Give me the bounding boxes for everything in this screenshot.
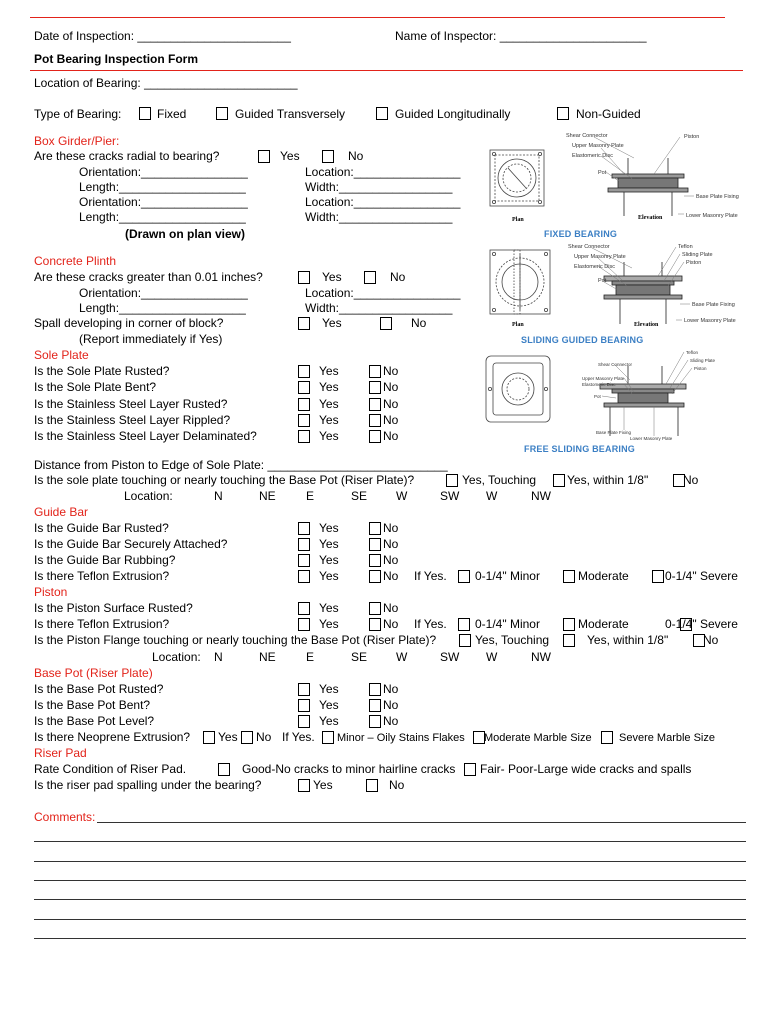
elastomeric-disc-label: Elastomeric Disc	[582, 382, 616, 387]
base-pot-yes-label: Yes	[319, 714, 339, 728]
concrete-plinth-heading: Concrete Plinth	[34, 254, 117, 268]
crack-width-yes-label: Yes	[322, 270, 342, 284]
crack-width-yes-checkbox[interactable]	[298, 271, 310, 284]
piston-severe-label: 0-1/4" Severe	[665, 617, 738, 631]
sole-plate-yes-label: Yes	[319, 380, 339, 395]
guide-bar-yes-label: Yes	[319, 521, 339, 535]
neoprene-minor-label: Minor – Oily Stains Flakes	[337, 732, 465, 744]
piston-yes-label: Yes	[319, 617, 339, 631]
piston-moderate-checkbox[interactable]	[563, 618, 575, 631]
upper-masonry-label: Upper Masonry Plate	[572, 143, 624, 149]
plan-label: Plan	[512, 322, 524, 328]
direction-option[interactable]: W	[396, 489, 408, 503]
piston-minor-label: 0-1/4" Minor	[475, 617, 540, 631]
length-field-2[interactable]: Length:___________________	[79, 210, 246, 224]
location-field-1[interactable]: Location:________________	[305, 165, 461, 179]
crack-width-question: Are these cracks greater than 0.01 inches?	[34, 270, 263, 284]
riser-spall-yes-label: Yes	[313, 778, 333, 792]
riser-spall-question: Is the riser pad spalling under the bearing?	[34, 778, 262, 792]
direction-option[interactable]: NW	[531, 489, 551, 503]
shear-connector-label: Shear Connector	[566, 133, 608, 139]
sole-plate-question: Is the Sole Plate Bent?	[34, 380, 157, 395]
base-pot-heading: Base Pot (Riser Plate)	[34, 666, 153, 680]
piston-label: Piston	[694, 366, 707, 371]
width-field-2[interactable]: Width:_________________	[305, 210, 453, 224]
lower-masonry-label: Lower Masonry Plate	[630, 436, 673, 441]
guide-bar-no-checkbox[interactable]	[369, 522, 381, 535]
riser-rate-label: Rate Condition of Riser Pad.	[34, 762, 187, 776]
crack-width-no-label: No	[390, 270, 406, 284]
comment-line[interactable]	[97, 822, 746, 823]
elevation-label: Elevation	[634, 322, 659, 328]
piston-if-yes-label: If Yes.	[414, 617, 447, 631]
base-pot-question: Is the Base Pot Rusted?	[34, 682, 164, 696]
piston-no-label: No	[383, 617, 399, 631]
base-pot-no-checkbox[interactable]	[369, 683, 381, 696]
direction-option[interactable]: N	[214, 489, 223, 503]
comment-line[interactable]	[34, 880, 746, 881]
sole-plate-yes-checkbox[interactable]	[298, 430, 310, 443]
riser-good-label: Good-No cracks to minor hairline cracks	[242, 762, 456, 776]
guide-moderate-checkbox[interactable]	[563, 570, 575, 583]
base-pot-no-label: No	[383, 714, 399, 728]
comments-label: Comments:	[34, 810, 96, 824]
sole-touching-yes-checkbox[interactable]	[446, 474, 458, 487]
sole-plate-question: Is the Stainless Steel Layer Rusted?	[34, 396, 228, 411]
sliding-guided-bearing-diagram	[484, 240, 746, 332]
non-guided-checkbox[interactable]	[557, 107, 569, 120]
sliding-plate-label: Sliding Plate	[690, 358, 716, 363]
radial-yes-label: Yes	[280, 149, 300, 163]
plan-outer-plate	[486, 356, 550, 422]
inspector-name-field[interactable]: Name of Inspector: ______________________	[395, 29, 647, 43]
riser-pad-heading: Riser Pad	[34, 746, 87, 760]
sole-touching-yes-label: Yes, Touching	[462, 473, 537, 487]
radial-yes-checkbox[interactable]	[258, 150, 270, 163]
direction-option[interactable]: SW	[440, 650, 460, 664]
sole-plate-question: Is the Sole Plate Rusted?	[34, 364, 170, 378]
riser-good-checkbox[interactable]	[218, 763, 230, 776]
neoprene-no-label: No	[256, 730, 272, 744]
guided-longitudinally-checkbox[interactable]	[376, 107, 388, 120]
guide-bar-question: Is the Guide Bar Rusted?	[34, 521, 169, 535]
piston-location-label: Location:	[152, 650, 201, 664]
radial-cracks-question: Are these cracks radial to bearing?	[34, 149, 220, 163]
location-field-2[interactable]: Location:________________	[305, 195, 461, 209]
piston-no-checkbox[interactable]	[369, 618, 381, 631]
guide-bar-question: Is there Teflon Extrusion?	[34, 569, 170, 583]
guide-bar-no-label: No	[383, 537, 399, 551]
direction-option[interactable]: W	[396, 650, 408, 664]
fixed-checkbox[interactable]	[139, 107, 151, 120]
non-guided-label: Non-Guided	[576, 107, 641, 121]
piston-question: Is the Piston Surface Rusted?	[34, 601, 193, 615]
lower-masonry-label: Lower Masonry Plate	[684, 318, 736, 324]
guide-bar-no-checkbox[interactable]	[369, 570, 381, 583]
pot-label: Pot	[598, 170, 607, 176]
comment-line[interactable]	[34, 841, 746, 842]
guide-bar-yes-label: Yes	[319, 553, 339, 567]
neoprene-if-yes-label: If Yes.	[282, 730, 315, 744]
orientation-field-1[interactable]: Orientation:________________	[79, 165, 248, 179]
guided-transversely-checkbox[interactable]	[216, 107, 228, 120]
sole-plate-yes-label: Yes	[319, 364, 339, 378]
plinth-width-field[interactable]: Width:_________________	[305, 301, 453, 315]
type-of-bearing-label: Type of Bearing:	[34, 107, 122, 121]
guide-moderate-label: Moderate	[578, 569, 629, 583]
base-pot-yes-checkbox[interactable]	[298, 715, 310, 728]
length-field-1[interactable]: Length:___________________	[79, 180, 246, 194]
guide-bar-yes-checkbox[interactable]	[298, 522, 310, 535]
sole-plate-no-label: No	[383, 396, 399, 411]
base-pot-question: Is the Base Pot Bent?	[34, 698, 151, 712]
guide-bar-question: Is the Guide Bar Securely Attached?	[34, 537, 228, 551]
base-pot-no-label: No	[383, 682, 399, 696]
spall-report-note: (Report immediately if Yes)	[79, 332, 223, 346]
direction-option[interactable]: NE	[259, 650, 276, 664]
neoprene-no-checkbox[interactable]	[241, 731, 253, 744]
flange-touching-question: Is the Piston Flange touching or nearly touching the Base Pot (Riser Plate)?	[34, 633, 437, 647]
guided-transversely-label: Guided Transversely	[235, 107, 346, 121]
base-pot-no-label: No	[383, 698, 399, 712]
guide-bar-yes-checkbox[interactable]	[298, 554, 310, 567]
sole-plate-no-checkbox[interactable]	[369, 365, 381, 378]
sliding-plate-label: Sliding Plate	[682, 252, 713, 258]
guide-bar-question: Is the Guide Bar Rubbing?	[34, 553, 176, 567]
neoprene-severe-checkbox[interactable]	[601, 731, 613, 744]
piston-no-checkbox[interactable]	[369, 602, 381, 615]
sole-plate-no-label: No	[383, 429, 399, 444]
guide-bar-heading: Guide Bar	[34, 505, 89, 519]
spall-no-label: No	[411, 316, 427, 330]
neoprene-moderate-label: Moderate Marble Size	[484, 732, 592, 744]
sole-plate-yes-checkbox[interactable]	[298, 414, 310, 427]
sole-plate-no-label: No	[383, 380, 399, 395]
riser-spall-yes-checkbox[interactable]	[298, 779, 310, 792]
neoprene-yes-checkbox[interactable]	[203, 731, 215, 744]
guide-bar-no-label: No	[383, 521, 399, 535]
direction-option[interactable]: N	[214, 650, 223, 664]
guide-minor-checkbox[interactable]	[458, 570, 470, 583]
radial-no-checkbox[interactable]	[322, 150, 334, 163]
comment-line[interactable]	[34, 919, 746, 920]
flange-touching-yes-checkbox[interactable]	[459, 634, 471, 647]
piston-minor-checkbox[interactable]	[458, 618, 470, 631]
sole-plate-no-label: No	[383, 364, 399, 378]
piston-heading: Piston	[34, 585, 68, 599]
sole-plate-question: Is the Stainless Steel Layer Rippled?	[34, 412, 231, 427]
elevation-label: Elevation	[638, 215, 663, 221]
teflon-label: Teflon	[678, 244, 693, 250]
date-of-inspection-field[interactable]: Date of Inspection: _______________________	[34, 29, 291, 43]
base-plate-fixing-label: Base Plate Fixing	[596, 430, 632, 435]
sole-plate-yes-label: Yes	[319, 396, 339, 411]
guide-severe-label: 0-1/4" Severe	[665, 569, 738, 583]
base-pot-yes-checkbox[interactable]	[298, 683, 310, 696]
flange-within-label: Yes, within 1/8"	[587, 633, 669, 647]
riser-spall-no-checkbox[interactable]	[366, 779, 378, 792]
flange-within-checkbox[interactable]	[563, 634, 575, 647]
elastomeric-disc-label: Elastomeric Disc	[574, 264, 615, 270]
spall-no-checkbox[interactable]	[380, 317, 392, 330]
sole-plate-no-checkbox[interactable]	[369, 430, 381, 443]
sole-plate-yes-checkbox[interactable]	[298, 381, 310, 394]
sole-plate-yes-label: Yes	[319, 412, 339, 427]
guide-bar-no-checkbox[interactable]	[369, 554, 381, 567]
sole-plate-heading: Sole Plate	[34, 348, 89, 362]
direction-option[interactable]: W	[486, 489, 498, 503]
piston-moderate-label: Moderate	[578, 617, 629, 631]
base-pot-yes-checkbox[interactable]	[298, 699, 310, 712]
piston-yes-checkbox[interactable]	[298, 618, 310, 631]
guide-bar-no-label: No	[383, 569, 399, 583]
sole-within-checkbox[interactable]	[553, 474, 565, 487]
base-plate-fixing-label: Base Plate Fixing	[692, 302, 735, 308]
direction-option[interactable]: SW	[440, 489, 460, 503]
riser-spall-no-label: No	[389, 778, 405, 792]
free-sliding-bearing-diagram	[484, 350, 746, 442]
upper-masonry-label: Upper Masonry Plate	[582, 376, 625, 381]
direction-option[interactable]: E	[306, 489, 315, 503]
lower-masonry-label: Lower Masonry Plate	[686, 213, 738, 219]
plan-label: Plan	[512, 217, 524, 223]
comment-line[interactable]	[34, 899, 746, 900]
box-girder-heading: Box Girder/Pier:	[34, 134, 120, 148]
guide-bar-yes-checkbox[interactable]	[298, 570, 310, 583]
teflon-label: Teflon	[686, 350, 699, 355]
riser-fair-label: Fair- Poor-Large wide cracks and spalls	[480, 762, 692, 776]
base-plate-fixing-label: Base Plate Fixing	[696, 194, 739, 200]
guide-bar-yes-checkbox[interactable]	[298, 538, 310, 551]
sole-plate-no-checkbox[interactable]	[369, 398, 381, 411]
guide-severe-checkbox[interactable]	[652, 570, 664, 583]
sole-location-label: Location:	[124, 489, 173, 503]
plinth-location-field[interactable]: Location:________________	[305, 286, 461, 300]
sole-plate-no-checkbox[interactable]	[369, 381, 381, 394]
elastomeric-disc-label: Elastomeric Disc	[572, 153, 613, 159]
piston-label: Piston	[684, 134, 700, 140]
fixed-label: Fixed	[157, 107, 187, 121]
direction-option[interactable]: SE	[351, 489, 368, 503]
sole-plate-question: Is the Stainless Steel Layer Delaminated?	[34, 429, 257, 444]
guided-longitudinally-label: Guided Longitudinally	[395, 107, 511, 121]
piston-question: Is there Teflon Extrusion?	[34, 617, 170, 631]
distance-piston-field[interactable]: Distance from Piston to Edge of Sole Plate: ___________________________	[34, 458, 448, 472]
sole-plate-yes-checkbox[interactable]	[298, 365, 310, 378]
free-sliding-caption: FREE SLIDING BEARING	[524, 444, 636, 454]
direction-option[interactable]: E	[306, 650, 315, 664]
base-pot-no-checkbox[interactable]	[369, 699, 381, 712]
base-pot-question: Is the Base Pot Level?	[34, 714, 155, 728]
sole-touching-question: Is the sole plate touching or nearly touching the Base Pot (Riser Plate)?	[34, 473, 415, 487]
sole-touching-no-label: No	[683, 473, 699, 487]
sole-plate-no-label: No	[383, 412, 399, 427]
riser-fair-checkbox[interactable]	[464, 763, 476, 776]
spall-question: Spall developing in corner of block?	[34, 316, 224, 330]
orientation-field-2[interactable]: Orientation:________________	[79, 195, 248, 209]
base-pot-no-checkbox[interactable]	[369, 715, 381, 728]
plinth-length-field[interactable]: Length:___________________	[79, 301, 246, 315]
plinth-orientation-field[interactable]: Orientation:________________	[79, 286, 248, 300]
guide-bar-no-checkbox[interactable]	[369, 538, 381, 551]
crack-width-no-checkbox[interactable]	[364, 271, 376, 284]
guide-bar-yes-label: Yes	[319, 537, 339, 551]
direction-option[interactable]: NW	[531, 650, 551, 664]
comment-line[interactable]	[34, 861, 746, 862]
top-rule	[30, 17, 725, 18]
spall-yes-label: Yes	[322, 316, 342, 330]
base-pot-yes-label: Yes	[319, 698, 339, 712]
sole-plate-no-checkbox[interactable]	[369, 414, 381, 427]
flange-no-label: No	[703, 633, 719, 647]
sole-within-label: Yes, within 1/8"	[567, 473, 649, 487]
radial-no-label: No	[348, 149, 364, 163]
piston-label: Piston	[686, 260, 702, 266]
form-title: Pot Bearing Inspection Form	[34, 52, 199, 66]
sole-plate-yes-label: Yes	[319, 429, 339, 444]
guide-if-yes-label: If Yes.	[414, 569, 447, 583]
upper-masonry-label: Upper Masonry Plate	[574, 254, 626, 260]
base-pot-yes-label: Yes	[319, 682, 339, 696]
drawn-on-plan-note: (Drawn on plan view)	[125, 227, 246, 241]
neoprene-severe-label: Severe Marble Size	[619, 732, 715, 744]
pot-label: Pot	[594, 394, 601, 399]
sliding-guided-caption: SLIDING GUIDED BEARING	[521, 335, 644, 345]
direction-option[interactable]: SE	[351, 650, 368, 664]
direction-option[interactable]: NE	[259, 489, 276, 503]
shear-connector-label: Shear Connector	[598, 362, 633, 367]
shear-connector-label: Shear Connector	[568, 244, 610, 250]
neoprene-minor-checkbox[interactable]	[322, 731, 334, 744]
fixed-bearing-caption: FIXED BEARING	[544, 229, 618, 239]
title-rule	[30, 70, 743, 71]
piston-no-label: No	[383, 601, 399, 615]
comment-line[interactable]	[34, 938, 746, 939]
location-of-bearing-field[interactable]: Location of Bearing: _______________________	[34, 76, 298, 90]
neoprene-yes-label: Yes	[218, 730, 238, 744]
spall-yes-checkbox[interactable]	[298, 317, 310, 330]
guide-bar-yes-label: Yes	[319, 569, 339, 583]
width-field-1[interactable]: Width:_________________	[305, 180, 453, 194]
fixed-bearing-diagram	[484, 128, 746, 226]
guide-minor-label: 0-1/4" Minor	[475, 569, 540, 583]
neoprene-question: Is there Neoprene Extrusion?	[34, 730, 191, 744]
piston-yes-checkbox[interactable]	[298, 602, 310, 615]
guide-bar-no-label: No	[383, 553, 399, 567]
direction-option[interactable]: W	[486, 650, 498, 664]
sole-plate-yes-checkbox[interactable]	[298, 398, 310, 411]
piston-yes-label: Yes	[319, 601, 339, 615]
pot-label: Pot	[598, 278, 607, 284]
flange-touching-yes-label: Yes, Touching	[475, 633, 550, 647]
